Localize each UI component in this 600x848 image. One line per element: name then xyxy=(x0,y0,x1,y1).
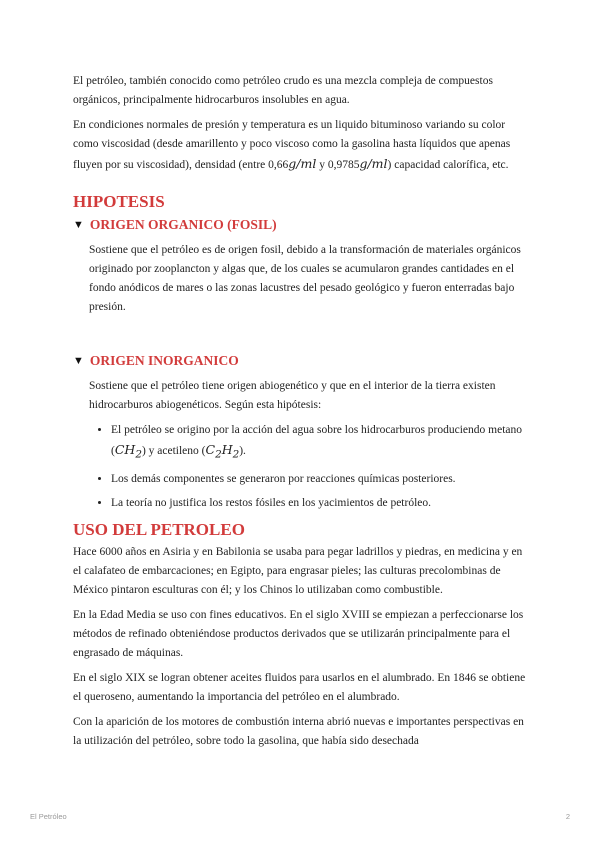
inorganico-paragraph: Sostiene que el petróleo tiene origen abiogenético y que en el interior de la tierra existen hidrocarburos abiogenéticos. Según esta hipótesis: xyxy=(89,380,496,411)
bullet-text: El petróleo se origino por la acción del agua sobre los hidrocarburos produciendo metano ( xyxy=(111,424,522,457)
page-number: 2 xyxy=(565,812,570,821)
formula-part: H xyxy=(221,442,233,457)
unit-g-ml-2: g/ml xyxy=(359,156,388,171)
heading-origen-inorganico[interactable] xyxy=(73,351,533,371)
intro-text-c: ) capacidad calorífica, etc. xyxy=(387,159,509,171)
heading-origen-organico[interactable] xyxy=(73,215,533,235)
list-item xyxy=(111,421,533,465)
organico-paragraph: Sostiene que el petróleo es de origen fosil, debido a la transformación de materiales orgánicos originado por zooplancton y algas que, de los cuales se acumularon grandes cantidades en el fondo anódicos de mares o las zonas lacustres del pesado geológico y fueron enterradas bajo presión. xyxy=(89,244,521,313)
heading-origen-organico-label: ORIGEN ORGANICO (FOSIL) xyxy=(89,217,277,232)
uso-paragraph-4: Con la aparición de los motores de combustión interna abrió nuevas e importantes perspectivas en la utilización del petróleo, sobre todo la gasolina, que había sido desechada xyxy=(73,715,524,747)
formula-part: CH xyxy=(114,442,136,457)
collapse-triangle-icon[interactable]: ▼ xyxy=(73,355,84,367)
bullet-text: ) y acetileno ( xyxy=(141,445,206,457)
bullet-text: ). xyxy=(239,445,246,457)
formula-metano xyxy=(114,442,142,461)
intro-paragraph-1: El petróleo, también conocido como petróleo crudo es una mezcla compleja de compuestos orgánicos, principalmente hidrocarburos insolubles en agua. xyxy=(73,75,493,106)
page-content xyxy=(73,72,533,757)
intro-text-b: y 0,9785 xyxy=(316,159,360,171)
formula-sub: 2 xyxy=(232,448,240,461)
formula-sub: 2 xyxy=(215,448,222,461)
heading-hipotesis: HIPOTESIS xyxy=(73,192,165,211)
heading-origen-inorganico-label: ORIGEN INORGANICO xyxy=(89,353,239,368)
list-item: • Los demás componentes se generaron por reacciones químicas posteriores. xyxy=(111,470,533,489)
list-item: • La teoría no justifica los restos fósiles en los yacimientos de petróleo. xyxy=(111,494,533,513)
formula-acetileno xyxy=(205,442,240,461)
footer-title: El Petróleo xyxy=(30,812,67,821)
intro-text-a: En condiciones normales de presión y temperatura es un liquido bituminoso variando su color como viscosidad (desde amarillento y poco viscoso como la gasolina hasta líquidos que apenas fluyen por su viscosidad), densidad (entre 0,66 xyxy=(73,119,511,171)
organico-section xyxy=(73,241,533,317)
inorganico-bullet-list xyxy=(73,421,533,513)
formula-sub: 2 xyxy=(135,448,142,461)
unit-g-ml-1: g/ml xyxy=(288,156,317,171)
heading-uso-petroleo: USO DEL PETROLEO xyxy=(73,519,245,539)
uso-paragraph-1: Hace 6000 años en Asiria y en Babilonia se usaba para pegar ladrillos y piedras, en medicina y en el calafateo de embarcaciones; en Egipto, para engrasar pieles; las culturas precolombinas de México pintaron esculturas con él; y los Chinos lo utilizaban como combustible. xyxy=(73,545,523,596)
formula-part: C xyxy=(205,442,216,457)
inorganico-section xyxy=(73,377,533,415)
intro-paragraph-2 xyxy=(73,116,533,175)
uso-paragraph-3: En el siglo XIX se logran obtener aceites fluidos para usarlos en el alumbrado. En 1846 se obtiene el queroseno, aumentando la importancia del petróleo en el alumbrado. xyxy=(73,671,526,703)
uso-paragraph-2: En la Edad Media se uso con fines educativos. En el siglo XVIII se empiezan a perfeccionarse los métodos de refinado obteniéndose productos derivados que se utilizarán principalmente para el engrasado de máquinas. xyxy=(73,608,524,659)
collapse-triangle-icon[interactable]: ▼ xyxy=(73,219,84,231)
